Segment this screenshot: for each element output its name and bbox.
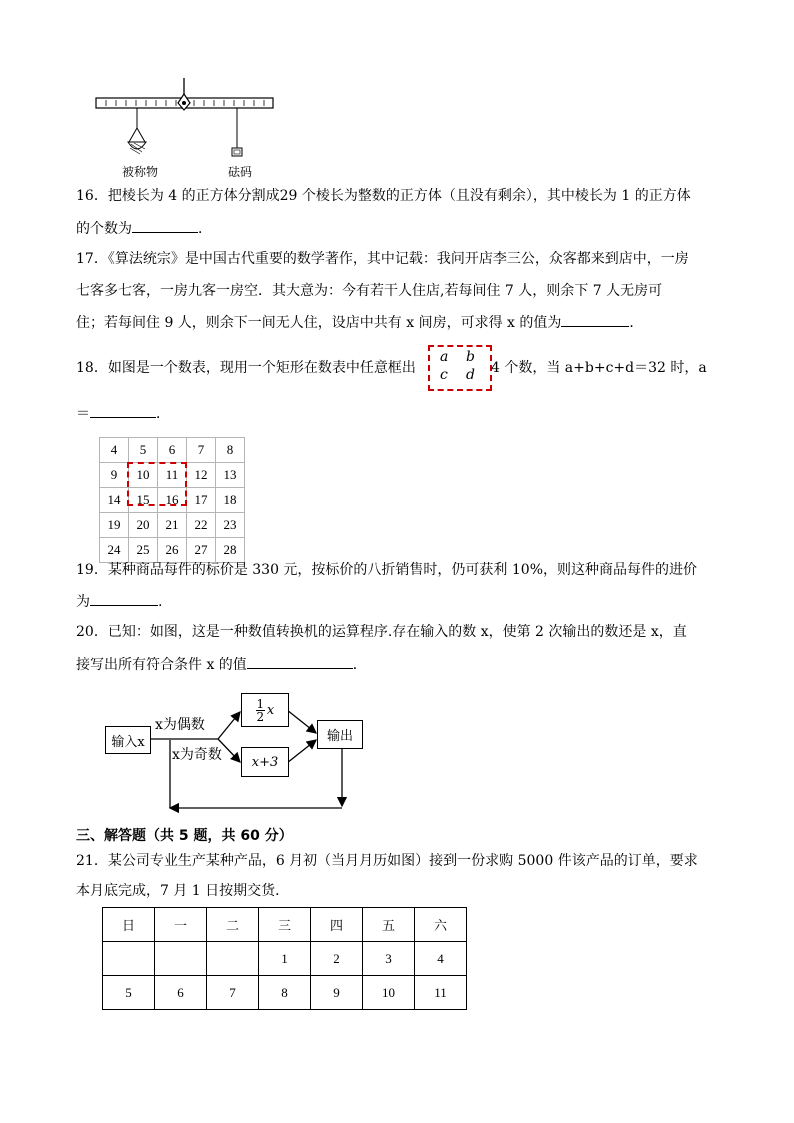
grid-cell: 9 bbox=[100, 463, 129, 488]
weight-label: 砝码 bbox=[228, 165, 253, 179]
calendar-weekday: 三 bbox=[259, 908, 311, 942]
flow-output-box bbox=[317, 720, 363, 749]
flow-output-text: 输出 bbox=[326, 729, 353, 744]
calendar-day: 7 bbox=[207, 976, 259, 1010]
half-variable: x bbox=[266, 702, 275, 718]
grid-cell: 11 bbox=[158, 463, 187, 488]
calendar-day: 2 bbox=[311, 942, 363, 976]
flow-input-box bbox=[105, 726, 151, 754]
grid-cell: 15 bbox=[129, 488, 158, 513]
q17-line1: 17．《算法统宗》是中国古代重要的数学著作，其中记载：我问开店李三公，众客都来到店中，一房 bbox=[76, 251, 689, 267]
q18-line2-prefix: ＝ bbox=[76, 406, 90, 422]
grid-cell: 23 bbox=[216, 513, 245, 538]
q16-line1: 16．把棱长为 4 的正方体分割成29 个棱长为整数的正方体（且没有剩余），其中棱长为 1 的正方体 bbox=[76, 188, 691, 204]
q19-line1: 19．某种商品每件的标价是 330 元，按标价的八折销售时，仍可获利 10%，则这种商品每件的进价 bbox=[76, 562, 698, 578]
grid-cell: 7 bbox=[187, 438, 216, 463]
q21-line1: 21．某公司专业生产某种产品，6 月初（当月月历如图）接到一份求购 5000 件该产品的订单，要求 bbox=[76, 853, 698, 869]
box-letter-d: d bbox=[466, 367, 475, 383]
calendar-weekday: 二 bbox=[207, 908, 259, 942]
grid-cell: 18 bbox=[216, 488, 245, 513]
calendar-weekday: 日 bbox=[103, 908, 155, 942]
calendar-day bbox=[155, 942, 207, 976]
calendar-weekday: 六 bbox=[415, 908, 467, 942]
calendar-header-row bbox=[103, 908, 467, 942]
grid-cell: 16 bbox=[158, 488, 187, 513]
q16-line2-prefix: 的个数为 bbox=[76, 221, 132, 237]
q19-line2-prefix: 为 bbox=[76, 594, 90, 610]
q20-line1: 20．已知：如图，这是一种数值转换机的运算程序.存在输入的数 x，使第 2 次输出的数还是 x，直 bbox=[76, 624, 687, 640]
calendar-weekday: 五 bbox=[363, 908, 415, 942]
grid-cell: 28 bbox=[216, 538, 245, 563]
q17-line3-suffix: ． bbox=[629, 315, 644, 331]
flow-even-label: x为偶数 bbox=[155, 717, 205, 733]
grid-cell: 24 bbox=[100, 538, 129, 563]
calendar-day: 9 bbox=[311, 976, 363, 1010]
q20-line2-prefix: 接写出所有符合条件 x 的值 bbox=[76, 657, 247, 673]
q16-line2-suffix: ． bbox=[198, 221, 212, 237]
grid-cell: 27 bbox=[187, 538, 216, 563]
q18-line1-suffix: 4 个数，当 a+b+c+d＝32 时，a bbox=[491, 360, 707, 376]
calendar-day: 4 bbox=[415, 942, 467, 976]
section3-title: 三、解答题（共 5 题，共 60 分） bbox=[76, 828, 293, 844]
calendar-day: 5 bbox=[103, 976, 155, 1010]
flow-odd-label: x为奇数 bbox=[172, 747, 222, 763]
grid-cell: 14 bbox=[100, 488, 129, 513]
grid-cell: 17 bbox=[187, 488, 216, 513]
calendar-day bbox=[103, 942, 155, 976]
calendar-day: 1 bbox=[259, 942, 311, 976]
calendar-day: 8 bbox=[259, 976, 311, 1010]
flow-plus3-text: x+3 bbox=[251, 754, 279, 770]
calendar-weekday: 四 bbox=[311, 908, 363, 942]
calendar-day: 11 bbox=[415, 976, 467, 1010]
half-denominator: 2 bbox=[256, 709, 265, 724]
box-letter-a: a bbox=[440, 349, 449, 365]
object-label: 被称物 bbox=[122, 165, 159, 179]
calendar-day: 10 bbox=[363, 976, 415, 1010]
box-letter-b: b bbox=[466, 349, 475, 365]
calendar-week-row bbox=[103, 976, 467, 1010]
q20-line2-suffix: ． bbox=[352, 657, 367, 673]
flow-plus3-box bbox=[241, 747, 289, 777]
calendar-day: 6 bbox=[155, 976, 207, 1010]
june-calendar bbox=[102, 907, 467, 1010]
flow-half-box bbox=[241, 693, 289, 727]
grid-cell: 19 bbox=[100, 513, 129, 538]
q19-line2-suffix: . bbox=[158, 594, 163, 610]
box-letter-c: c bbox=[440, 367, 448, 383]
half-numerator: 1 bbox=[256, 696, 265, 711]
grid-cell: 25 bbox=[129, 538, 158, 563]
q18-line2-suffix: ． bbox=[156, 406, 170, 422]
grid-cell: 21 bbox=[158, 513, 187, 538]
grid-cell: 26 bbox=[158, 538, 187, 563]
q17-line3-prefix: 住；若每间住 9 人，则余下一间无人住，设店中共有 x 间房，可求得 x 的值为 bbox=[76, 315, 562, 331]
grid-cell: 5 bbox=[129, 438, 158, 463]
grid-cell: 8 bbox=[216, 438, 245, 463]
q18-line1-prefix: 18．如图是一个数表，现用一个矩形在数表中任意框出 bbox=[76, 360, 416, 376]
grid-cell: 10 bbox=[129, 463, 158, 488]
calendar-day bbox=[207, 942, 259, 976]
flow-input-text: 输入x bbox=[111, 734, 145, 750]
calendar-weekday: 一 bbox=[155, 908, 207, 942]
grid-cell: 6 bbox=[158, 438, 187, 463]
q21-line2: 本月底完成，7 月 1 日按期交货． bbox=[76, 883, 290, 899]
grid-cell: 12 bbox=[187, 463, 216, 488]
calendar-day: 3 bbox=[363, 942, 415, 976]
grid-cell: 22 bbox=[187, 513, 216, 538]
calendar-week-row bbox=[103, 942, 467, 976]
grid-cell: 20 bbox=[129, 513, 158, 538]
q17-line2: 七客多七客，一房九客一房空．其大意为：今有若干人住店,若每间住 7 人，则余下 7 人无房可 bbox=[76, 283, 663, 299]
grid-cell: 13 bbox=[216, 463, 245, 488]
grid-cell: 4 bbox=[100, 438, 129, 463]
